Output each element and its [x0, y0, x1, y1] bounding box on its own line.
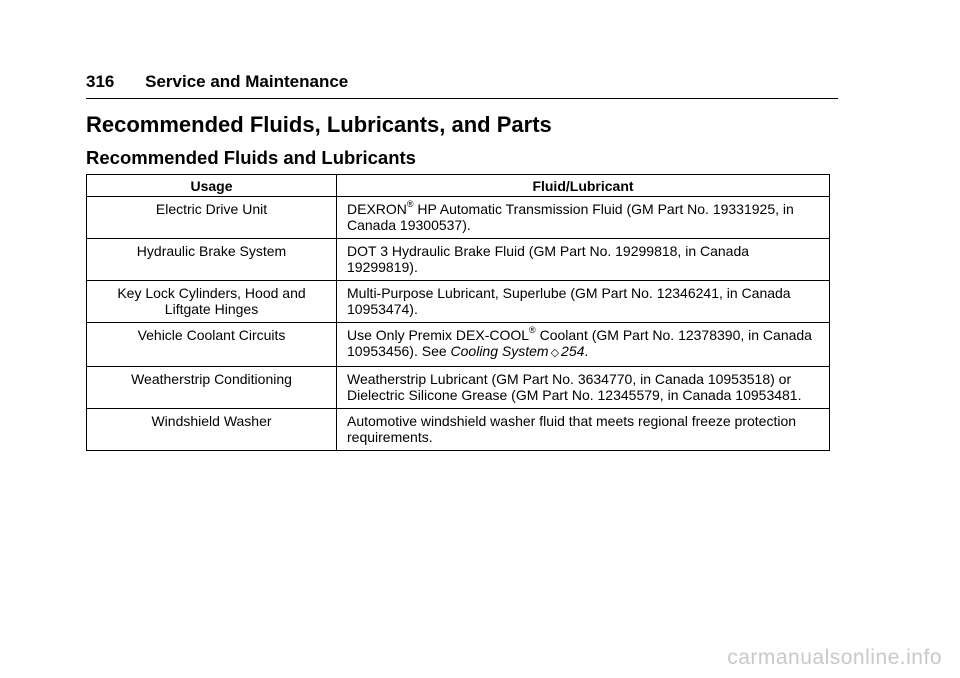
- usage-cell: Key Lock Cylinders, Hood and Liftgate Hinges: [87, 281, 337, 323]
- page-header: [86, 72, 348, 92]
- table-row: [87, 367, 830, 409]
- table-row: [87, 409, 830, 451]
- cross-reference-link[interactable]: Cooling System: [450, 343, 549, 359]
- page-reference-icon: ◇: [550, 347, 560, 359]
- page-number: 316: [86, 72, 115, 91]
- table-header-row: [87, 175, 830, 197]
- usage-cell: Electric Drive Unit: [87, 197, 337, 239]
- fluid-text: DEXRON: [347, 201, 407, 217]
- fluid-text: .: [584, 343, 589, 359]
- column-header-usage: Usage: [87, 175, 337, 197]
- usage-cell: Weatherstrip Conditioning: [87, 367, 337, 409]
- fluid-cell: DOT 3 Hydraulic Brake Fluid (GM Part No. 19299818, in Canada 19299819).: [337, 239, 830, 281]
- usage-cell: Vehicle Coolant Circuits: [87, 323, 337, 367]
- fluid-text: Coolant (GM Part No. 12378390, in Canada 10953456). See: [347, 327, 812, 359]
- fluid-text: Use Only Premix DEX-COOL: [347, 327, 530, 343]
- subsection-title: Recommended Fluids and Lubricants: [86, 147, 416, 168]
- page-title: Recommended Fluids, Lubricants, and Parts: [86, 112, 552, 137]
- fluid-cell: [337, 197, 830, 239]
- usage-cell: Windshield Washer: [87, 409, 337, 451]
- usage-cell: Hydraulic Brake System: [87, 239, 337, 281]
- fluids-table: [86, 174, 830, 451]
- reference-page-number[interactable]: 254: [561, 343, 585, 359]
- table-row: [87, 323, 830, 367]
- table-row: [87, 281, 830, 323]
- table-row: [87, 239, 830, 281]
- registered-mark: ®: [406, 199, 414, 209]
- column-header-fluid: Fluid/Lubricant: [337, 175, 830, 197]
- registered-mark: ®: [529, 325, 536, 335]
- header-divider: [86, 98, 838, 99]
- fluid-cell: Weatherstrip Lubricant (GM Part No. 3634770, in Canada 10953518) or Dielectric Silicone Grease (GM Part No. 12345579, in Canada 10953481.: [337, 367, 830, 409]
- fluid-cell: Multi-Purpose Lubricant, Superlube (GM Part No. 12346241, in Canada 10953474).: [337, 281, 830, 323]
- table-row: [87, 197, 830, 239]
- fluid-cell: [337, 323, 830, 367]
- fluid-text: HP Automatic Transmission Fluid (GM Part No. 19331925, in Canada 19300537).: [347, 201, 794, 233]
- watermark: carmanualsonline.info: [727, 646, 942, 669]
- section-name: Service and Maintenance: [145, 72, 349, 91]
- fluid-cell: Automotive windshield washer fluid that meets regional freeze protection requirements.: [337, 409, 830, 451]
